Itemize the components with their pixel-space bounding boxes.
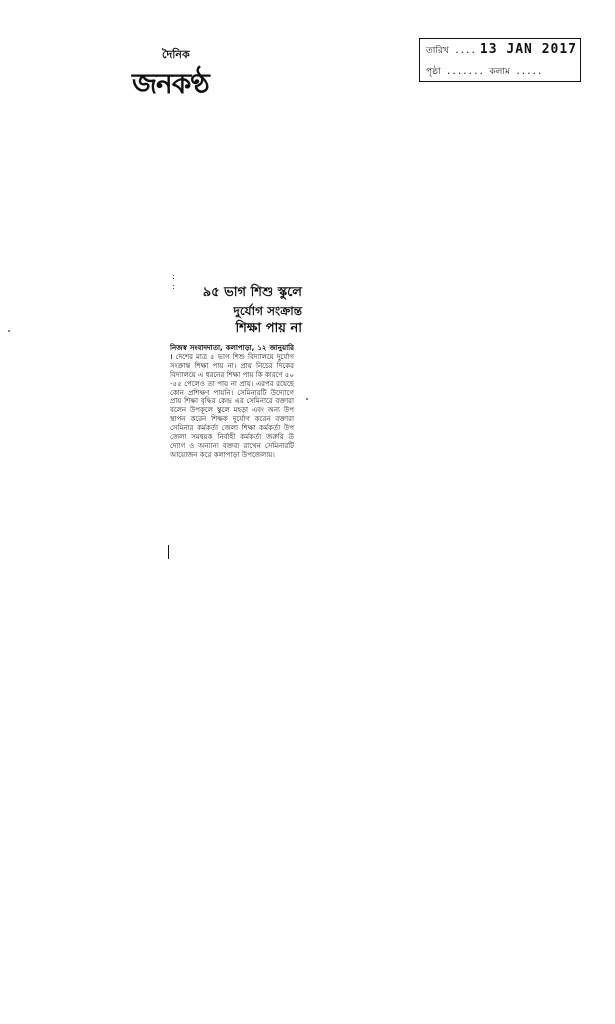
masthead-name: জনকণ্ঠ (132, 67, 209, 100)
stamp-date-prefix: তারিখ .... (426, 46, 476, 56)
headline-line-1: ৯৫ ভাগ শিশু স্কুলে (202, 285, 302, 300)
stamp-page-line: পৃষ্ঠা ....... কলাম ..... (426, 67, 543, 77)
scan-speck (306, 398, 308, 400)
article-body (170, 344, 294, 460)
date-stamp (419, 38, 581, 82)
headline-line-2: দুর্যোগ সংক্রান্ত (233, 304, 302, 318)
newspaper-masthead (132, 46, 242, 108)
stamp-date: 13 JAN 2017 (479, 42, 577, 57)
masthead-small-text: দৈনিক (162, 48, 190, 61)
clip-corner-marks: : : (172, 272, 175, 291)
article-body-text: দেশের মাত্র ৫ ভাগ শিশু বিদ্যালয়ে দুর্যোগ সংক্রান্ত শিক্ষা পায় না। প্রায় নিচের দিকের বিদ্যালয়ে এ ধরনের শিক্ষা পায় কি কারণে ৫০-৫৫ পেলেও তা পায় না প্রায়। এরপর রয়েছে কোন প্রশিক্ষণ পায়নি। সেমিনারটি উদ্যোগে প্রায় শিক্ষা বৃদ্ধির কেন্দ্র এর সেমিনারে বক্তারা বলেন উপকূলে স্কুলে মহড়া এবং অন্য উপস্থাপন করেন শিক্ষক দুর্যোগ করেন বক্তারা সেমিনার কর্মকর্তা জেলা শিক্ষা কর্মকর্তা উপজেলা সমন্বয়ক নির্বাহী কর্মকর্তা জরুরি উদ্যোগ ও অন্যান্য বক্তব্য রাখেন সেমিনারটি আয়োজন করে কলাপাড়া উপজেলায়। (170, 352, 294, 459)
news-clipping (164, 272, 304, 572)
article-headline (178, 284, 302, 338)
clip-edge-mark (168, 545, 169, 559)
article-dateline: নিজস্ব সংবাদদাতা, কলাপাড়া, ১২ জানুয়ারি । (170, 344, 294, 361)
headline-line-3: শিক্ষা পায় না (235, 321, 302, 336)
scan-speck (8, 330, 10, 332)
